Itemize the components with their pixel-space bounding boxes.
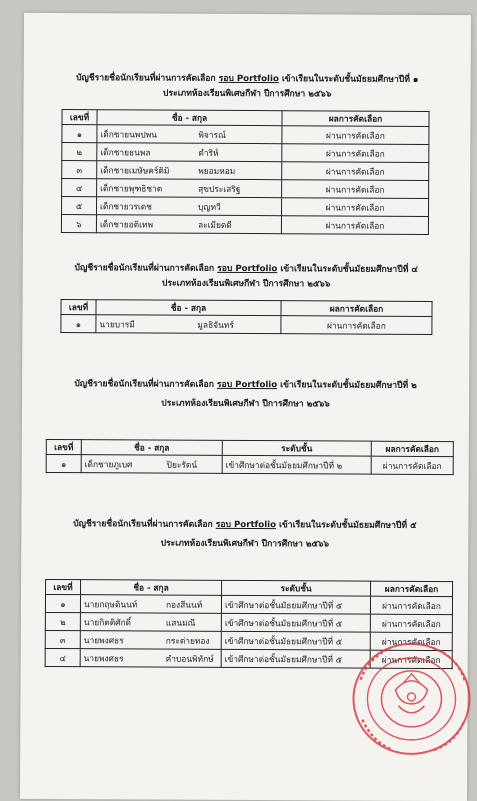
row-name [81,455,222,474]
row-number: ๒ [45,612,80,630]
last-name: กระต่ายทอง [165,635,210,646]
row-name [96,315,281,334]
first-name: นายกิตติศักดิ์ [83,616,132,627]
table-row [62,179,429,199]
last-name: มูลธิจันทร์ [197,319,234,330]
title-level: เข้าเรียนในระดับชั้นมัธยมศึกษาปีที่ ๕ [278,520,417,531]
first-name: เด็กชายนพปพน [100,128,157,140]
section-m4 [23,261,470,331]
header-name: ชื่อ - สกุล [97,110,282,126]
table-row [62,143,429,163]
last-name: แสนมณี [165,617,196,628]
row-name [97,161,282,180]
header-name: ชื่อ - สกุล [96,300,281,316]
last-name: กองสีนนท์ [165,599,203,610]
row-level: เข้าศึกษาต่อชั้นมัธยมศึกษาปีที่ ๕ [221,649,370,668]
row-number: ๓ [45,630,80,648]
results-table [61,109,430,235]
row-result: ผ่านการคัดเลือก [282,162,429,181]
row-result: ผ่านการคัดเลือก [281,316,432,335]
header-name: ชื่อ - สกุล [81,440,222,456]
section-title [21,517,468,534]
table-row [46,454,453,474]
title-round: รอบ Portfolio [218,73,279,85]
last-name: บุญทวี [198,201,221,212]
table-row [62,125,429,145]
header-number: เลขที่ [46,439,81,454]
last-name: ตำริห์ [198,147,219,158]
first-name: นายพงศธร [83,652,124,663]
header-number: เลขที่ [62,110,97,125]
row-name [97,197,282,216]
results-table [60,299,432,335]
row-level: เข้าศึกษาต่อชั้นมัธยมศึกษาปีที่ ๕ [221,613,370,632]
school-seal-stamp [350,640,473,759]
section-m1 [24,71,471,231]
table-row [62,197,429,217]
row-number: ๒ [62,143,97,161]
section-subtitle: ประเภทห้องเรียนพิเศษกีฬา ปีการศึกษา ๒๕๖๖ [162,88,332,100]
title-text: บัญชีรายชื่อนักเรียนที่ผ่านการคัดเลือก [74,379,214,390]
row-name [97,179,282,198]
first-name: นายพงศธร [83,634,124,645]
table-row [61,215,428,235]
first-name: นายกฤษดินนท์ [83,598,138,609]
section-m5 [21,517,468,665]
title-text: บัญชีรายชื่อนักเรียนที่ผ่านการคัดเลือก [76,73,216,84]
row-name [97,125,282,144]
section-m2 [22,377,469,471]
row-result: ผ่านการคัดเลือก [282,198,429,217]
last-name: พยอมหอม [198,165,236,176]
row-number: ๔ [45,648,80,666]
row-number: ๑ [62,125,97,143]
title-text: บัญชีรายชื่อนักเรียนที่ผ่านการคัดเลือก [73,519,213,530]
row-number: ๑ [46,454,81,472]
row-name [97,143,282,162]
last-name: สุขประเสริฐ [198,183,241,194]
title-round: รอบ Portfolio [215,519,277,531]
header-name: ชื่อ - สกุล [81,580,222,596]
row-level: เข้าศึกษาต่อชั้นมัธยมศึกษาปีที่ ๒ [222,455,371,474]
header-level: ระดับชั้น [222,580,371,596]
section-subtitle: ประเภทห้องเรียนพิเศษกีฬา ปีการศึกษา ๒๕๖๖ [160,538,329,550]
first-name: เด็กชายภูเบศ [84,458,133,469]
row-number: ๔ [62,179,97,197]
header-number: เลขที่ [61,300,96,315]
first-name: นายบารมี [99,318,135,329]
first-name: เด็กชายอติเทพ [99,218,154,230]
header-result: ผลการคัดเลือก [281,301,432,317]
results-table [46,439,454,475]
row-number: ๕ [62,197,97,215]
header-result: ผลการคัดเลือก [371,441,453,456]
title-round: รอบ Portfolio [217,263,278,275]
header-level: ระดับชั้น [222,440,371,456]
table-row [45,594,452,614]
row-name [80,613,221,632]
row-number: ๖ [61,215,96,233]
row-level: เข้าศึกษาต่อชั้นมัธยมศึกษาปีที่ ๕ [221,595,370,614]
row-result: ผ่านการคัดเลือก [370,650,452,668]
table-row [45,612,452,632]
row-result: ผ่านการคัดเลือก [282,126,429,145]
row-result: ผ่านการคัดเลือก [281,216,428,235]
section-title [24,71,471,88]
row-number: ๓ [62,161,97,179]
row-name [96,215,281,234]
row-result: ผ่านการคัดเลือก [371,456,453,474]
document-page [20,13,471,801]
row-result: ผ่านการคัดเลือก [370,614,452,632]
table-row [61,315,432,335]
first-name: เด็กชายธนพล [100,146,151,157]
title-level: เข้าเรียนในระดับชั้นมัธยมศึกษาปีที่ ๔ [280,264,418,275]
header-number: เลขที่ [46,579,81,594]
first-name: เด็กชายพุฑธิชาต [100,182,163,194]
section-subtitle: ประเภทห้องเรียนพิเศษกีฬา ปีการศึกษา ๒๕๖๖ [161,398,330,410]
header-result: ผลการคัดเลือก [371,581,453,596]
row-result: ผ่านการคัดเลือก [370,632,452,650]
title-text: บัญชีรายชื่อนักเรียนที่ผ่านการคัดเลือก [74,263,215,274]
row-level: เข้าศึกษาต่อชั้นมัธยมศึกษาปีที่ ๕ [221,631,370,650]
first-name: เด็กชายวรเดช [100,200,152,212]
row-name [80,631,221,650]
last-name: ปิยะรัตน์ [166,459,198,470]
section-title [23,261,470,278]
row-result: ผ่านการคัดเลือก [282,144,429,163]
last-name: พิจารณ์ [198,129,226,140]
title-level: เข้าเรียนในระดับชั้นมัธยมศึกษาปีที่ ๒ [280,380,417,391]
row-name [80,595,221,614]
row-number: ๑ [45,594,80,612]
title-round: รอบ Portfolio [216,379,278,391]
section-subtitle: ประเภทห้องเรียนพิเศษกีฬา ปีการศึกษา ๒๕๖๖ [161,278,331,290]
last-name: ละเมียดดี [197,219,232,230]
table-row [62,161,429,181]
row-name [80,649,221,668]
row-result: ผ่านการคัดเลือก [370,596,452,614]
row-result: ผ่านการคัดเลือก [282,180,429,199]
last-name: คำบอนพิทักษ์ [165,653,214,664]
row-number: ๑ [61,315,96,333]
title-level: เข้าเรียนในระดับชั้นมัธยมศึกษาปีที่ ๑ [281,74,419,85]
section-title [22,377,469,394]
header-result: ผลการคัดเลือก [282,111,429,127]
first-name: เด็กชายเมษัษคร์ติมิ [100,164,170,176]
